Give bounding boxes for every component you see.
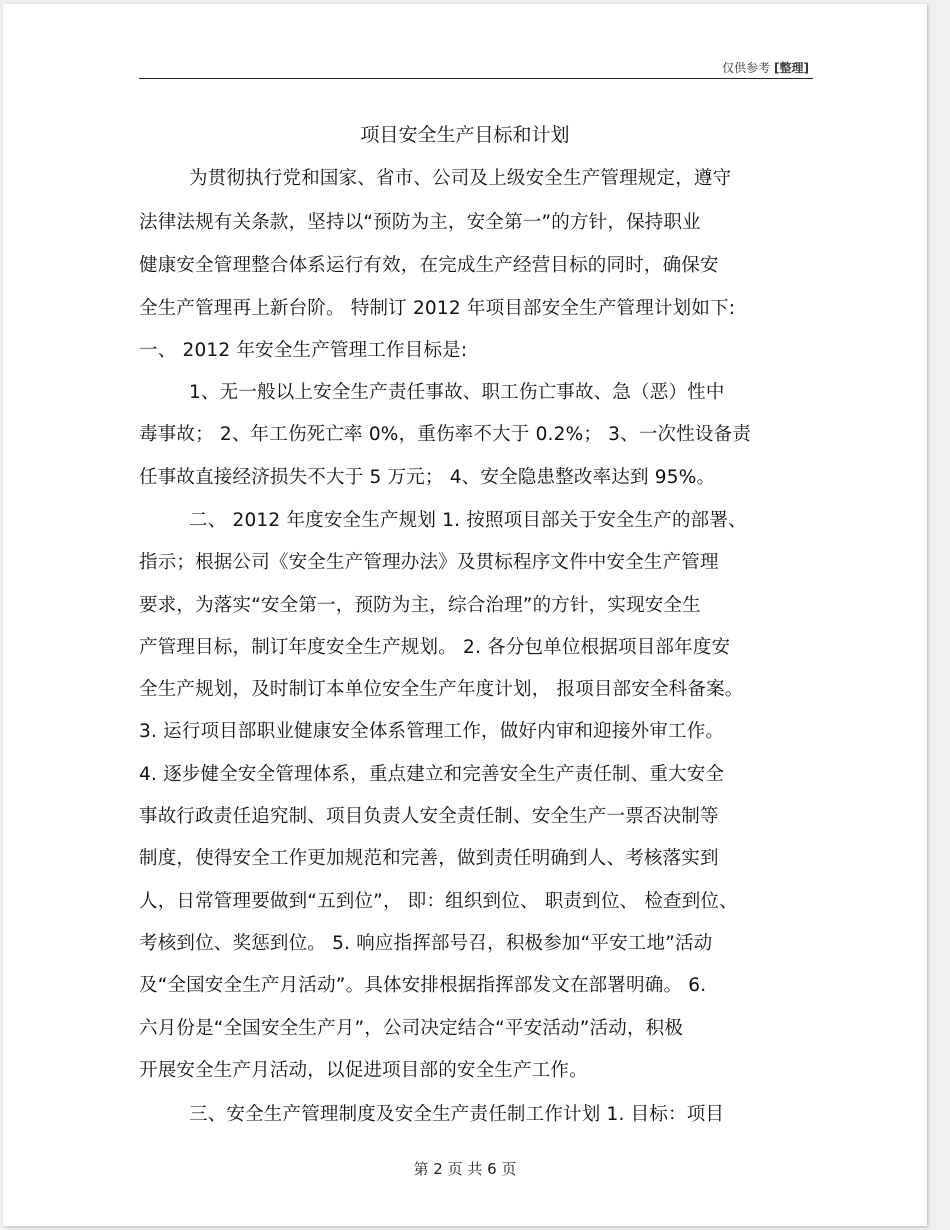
- body-line: 一、 2012 年安全生产管理工作目标是:: [139, 340, 468, 361]
- body-line: 全生产管理再上新台阶。 特制订 2012 年项目部安全生产管理计划如下:: [139, 298, 736, 319]
- body-line: 全生产规划，及时制订本单位安全生产年度计划， 报项目部安全科备案。: [139, 679, 744, 700]
- body-line: 要求，为落实“安全第一，预防为主，综合治理”的方针，实现安全生: [139, 595, 701, 616]
- body-line: 法律法规有关条款，坚持以“预防为主，安全第一”的方针，保持职业: [139, 212, 701, 233]
- body-line: 任事故直接经济损失不大于 5 万元； 4、安全隐患整改率达到 95%。: [139, 467, 716, 488]
- body-line: 制度，使得安全工作更加规范和完善，做到责任明确到人、考核落实到: [139, 848, 719, 869]
- body-line: 4. 逐步健全安全管理体系，重点建立和完善安全生产责任制、重大安全: [139, 764, 725, 785]
- body-line: 二、 2012 年度安全生产规划 1. 按照项目部关于安全生产的部署、: [189, 510, 747, 531]
- body-line: 产管理目标，制订年度安全生产规划。 2. 各分包单位根据项目部年度安: [139, 637, 731, 658]
- header-tag: [整理]: [774, 61, 809, 75]
- document-title: 项目安全生产目标和计划: [360, 124, 570, 146]
- body-line: 健康安全管理整合体系运行有效，在完成生产经营目标的同时，确保安: [139, 255, 719, 276]
- body-line: 1、无一般以上安全生产责任事故、职工伤亡事故、急（恶）性中: [189, 382, 725, 403]
- body-line: 指示；根据公司《安全生产管理办法》及贯标程序文件中安全生产管理: [139, 552, 719, 573]
- body-line: 为贯彻执行党和国家、省市、公司及上级安全生产管理规定，遵守: [189, 168, 732, 189]
- body-line: 人，日常管理要做到“五到位”， 即：组织到位、 职责到位、 检查到位、: [139, 891, 738, 912]
- header-note: [722, 59, 809, 76]
- body-line: 六月份是“全国安全生产月”，公司决定结合“平安活动”活动，积极: [139, 1018, 684, 1039]
- body-line: 考核到位、奖惩到位。 5. 响应指挥部号召，积极参加“平安工地”活动: [139, 933, 713, 954]
- body-line: 及“全国安全生产月活动”。具体安排根据指挥部发文在部署明确。 6.: [139, 975, 707, 996]
- page-number-footer: 第 2 页 共 6 页: [413, 1160, 517, 1178]
- body-line: 开展安全生产月活动，以促进项目部的安全生产工作。: [139, 1060, 588, 1081]
- body-line: 毒事故； 2、年工伤死亡率 0%，重伤率不大于 0.2%； 3、一次性设备责: [139, 424, 752, 445]
- header-note-text: 仅供参考: [722, 61, 771, 75]
- document-page: [3, 4, 927, 1226]
- body-line: 三、安全生产管理制度及安全生产责任制工作计划 1. 目标：项目: [189, 1104, 725, 1125]
- body-line: 3. 运行项目部职业健康安全体系管理工作，做好内审和迎接外审工作。: [139, 721, 725, 742]
- body-line: 事故行政责任追究制、项目负责人安全责任制、安全生产一票否决制等: [139, 806, 719, 827]
- header-divider: [139, 78, 813, 79]
